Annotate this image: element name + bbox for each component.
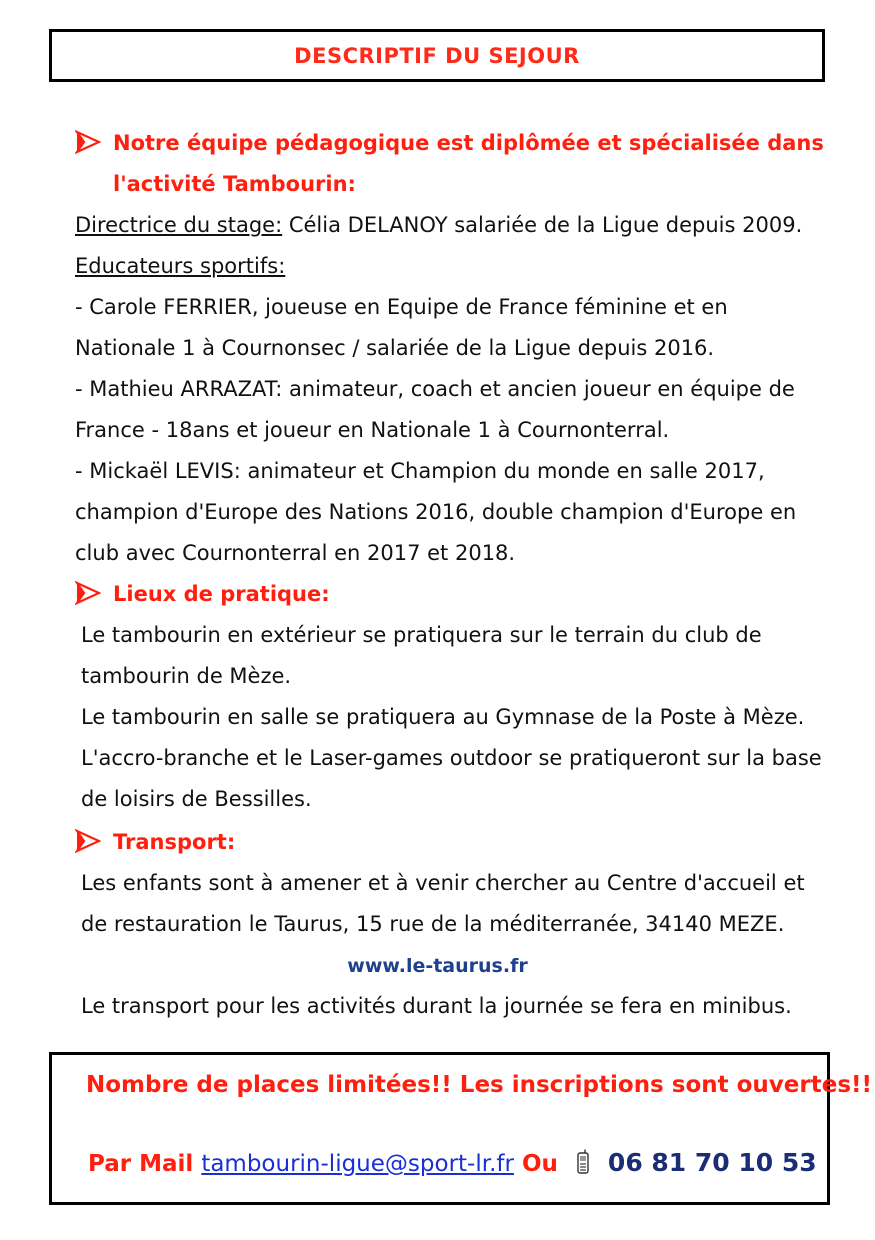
transport-line: de restauration le Taurus, 15 rue de la méditerranée, 34140 MEZE. xyxy=(81,912,785,936)
team-heading-line2: l'activité Tambourin: xyxy=(113,172,356,196)
educator-line: France - 18ans et joueur en Nationale 1 à Cournonterral. xyxy=(75,418,670,442)
places-heading: Lieux de pratique: xyxy=(113,582,330,606)
email-link[interactable]: tambourin-ligue@sport-lr.fr xyxy=(201,1151,514,1177)
educator-line: - Carole FERRIER, joueuse en Equipe de France féminine et en xyxy=(75,295,728,319)
places-line: Le tambourin en salle se pratiquera au Gymnase de la Poste à Mèze. xyxy=(81,705,805,729)
transport-heading: Transport: xyxy=(113,830,236,854)
registration-box xyxy=(49,1052,872,1205)
arrow-bullet-icon xyxy=(75,129,101,155)
places-line: L'accro-branche et le Laser-games outdoor se pratiqueront sur la base xyxy=(81,746,822,770)
educators-label: Educateurs sportifs: xyxy=(75,254,286,278)
educator-line: - Mickaël LEVIS: animateur et Champion du monde en salle 2017, xyxy=(75,459,765,483)
educator-line: club avec Cournonterral en 2017 et 2018. xyxy=(75,541,516,565)
director-label: Directrice du stage: xyxy=(75,213,283,237)
title-box xyxy=(49,29,825,82)
announcement-text: Nombre de places limitées!! Les inscriptions sont ouvertes!! xyxy=(86,1072,872,1098)
page-title: DESCRIPTIF DU SEJOUR xyxy=(294,43,580,68)
director-line xyxy=(75,211,802,239)
contact-line xyxy=(88,1147,817,1180)
team-heading-line1: Notre équipe pédagogique est diplômée et spécialisée dans xyxy=(113,131,824,155)
places-line: de loisirs de Bessilles. xyxy=(81,787,312,811)
educator-line: champion d'Europe des Nations 2016, double champion d'Europe en xyxy=(75,500,797,524)
arrow-bullet-icon xyxy=(75,580,101,606)
mail-prefix: Par Mail xyxy=(88,1151,194,1177)
transport-line: Les enfants sont à amener et à venir chercher au Centre d'accueil et xyxy=(81,871,805,895)
or-text: Ou xyxy=(521,1151,558,1177)
arrow-bullet-icon xyxy=(75,828,101,854)
phone-number[interactable]: 06 81 70 10 53 xyxy=(607,1148,817,1177)
director-text: Célia DELANOY salariée de la Ligue depuis 2009. xyxy=(282,213,803,237)
places-line: Le tambourin en extérieur se pratiquera sur le terrain du club de xyxy=(81,623,762,647)
transport-last-line: Le transport pour les activités durant la journée se fera en minibus. xyxy=(81,994,792,1018)
phone-icon xyxy=(574,1149,592,1175)
website-link[interactable]: www.le-taurus.fr xyxy=(347,955,528,977)
educator-line: Nationale 1 à Cournonsec / salariée de la Ligue depuis 2016. xyxy=(75,336,715,360)
places-line: tambourin de Mèze. xyxy=(81,664,292,688)
educator-line: - Mathieu ARRAZAT: animateur, coach et ancien joueur en équipe de xyxy=(75,377,795,401)
